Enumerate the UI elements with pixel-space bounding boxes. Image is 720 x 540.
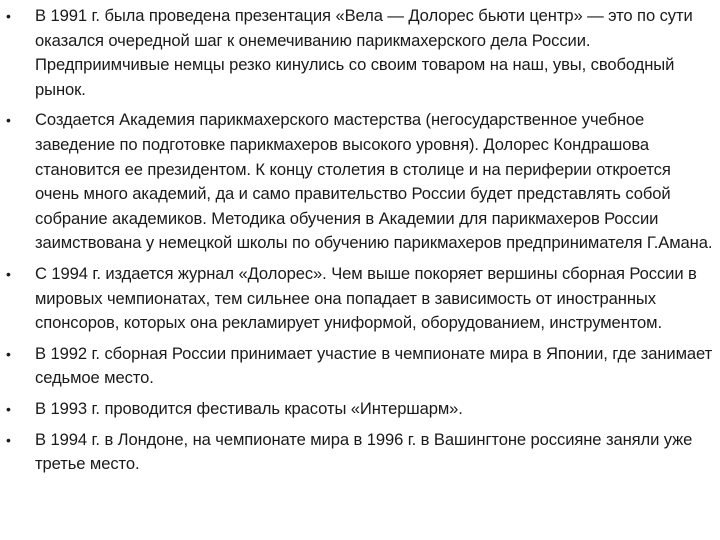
list-item-text: В 1992 г. сборная России принимает участие в чемпионате мира в Японии, где занимает седьмое место. [35,343,713,388]
list-item [0,397,716,422]
bullet-list [0,4,716,483]
list-item [0,4,716,102]
list-item-text: С 1994 г. издается журнал «Долорес». Чем выше покоряет вершины сборная России в мировых чемпионатах, тем сильнее она попадает в зависимость от иностранных спонсоров, которых она рекламирует униформой, оборудованием, инструментом. [35,263,697,333]
list-item [0,428,716,477]
bullet-icon: • [6,431,11,448]
list-item [0,262,716,336]
bullet-icon: • [6,345,11,362]
bullet-icon: • [6,265,11,282]
list-item [0,342,716,391]
bullet-icon: • [6,112,11,129]
list-item-text: В 1994 г. в Лондоне, на чемпионате мира в 1996 г. в Вашингтоне россияне заняли уже третье место. [35,429,693,474]
list-item-text: В 1993 г. проводится фестиваль красоты «Интершарм». [35,398,463,418]
bullet-icon: • [6,8,11,24]
list-item-text: Создается Академия парикмахерского мастерства (негосударственное учебное заведение по подготовке парикмахеров высокого уровня). Долорес Кондрашова становится ее президентом. К концу столетия в столице и на периферии откроется очень много академий, да и само правительство России будет представлять собой собрание академиков. Методика обучения в Академии для парикмахеров России заимствована у немецкой школы по обучению парикмахеров предпринимателя Г.Амана. [35,110,713,253]
list-item [0,108,716,256]
list-item-text: В 1991 г. была проведена презентация «Вела — Долорес бьюти центр» — это по сути оказался очередной шаг к онемечиванию парикмахерского дела России. Предприимчивые немцы резко кинулись со своим товаром на наш, увы, свободный рынок. [35,6,693,99]
bullet-icon: • [6,400,11,417]
